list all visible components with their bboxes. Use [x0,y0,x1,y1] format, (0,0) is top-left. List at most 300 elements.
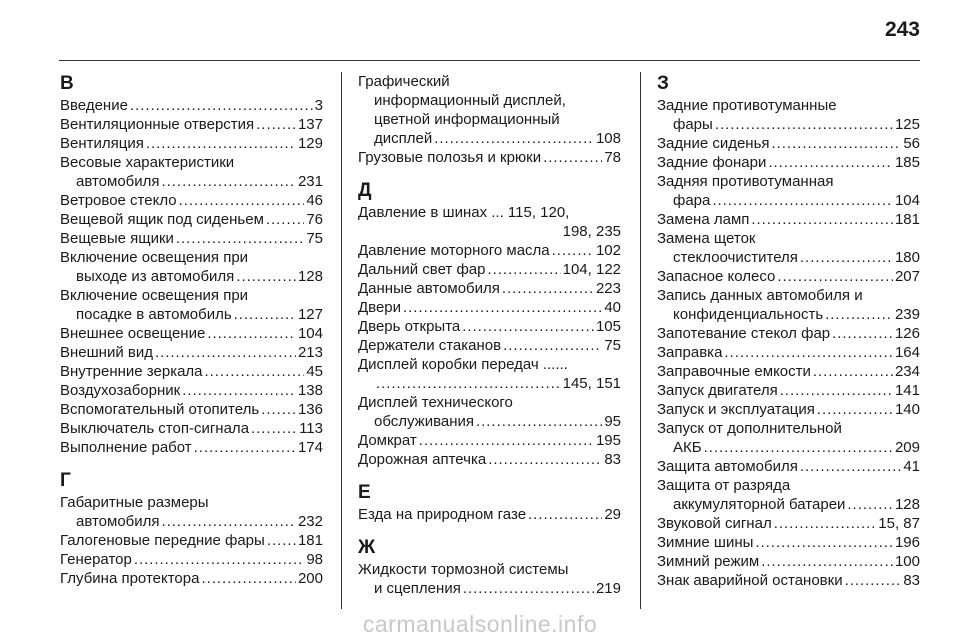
index-entry-line [60,419,323,438]
entry-term: Заправка [657,344,723,361]
index-entry-line [657,191,920,210]
index-entry-line [60,286,323,305]
entry-term: Жидкости тормозной системы [358,561,569,578]
entry-term: Давление в шинах ... 115, 120, [358,204,570,221]
index-entry [60,153,323,191]
index-entry-line [657,267,920,286]
dot-leader [528,505,602,524]
entry-pages[interactable]: 129 [297,135,323,152]
entry-term: Зимние шины [657,534,754,551]
entry-pages[interactable]: 41 [903,458,920,475]
entry-pages[interactable]: 128 [297,268,323,285]
index-entry [60,210,323,229]
entry-term: Ветровое стекло [60,192,177,209]
index-entry-line [657,381,920,400]
dot-leader [205,362,305,381]
index-entry [657,533,920,552]
entry-term: Замена ламп [657,211,750,228]
entry-term: Задние фонари [657,154,767,171]
index-entry [60,419,323,438]
dot-leader [201,569,296,588]
index-entry [60,96,323,115]
index-entry-line [657,514,920,533]
index-entry-line [657,552,920,571]
index-letter-heading: З [657,73,669,94]
index-entry-line [657,305,920,324]
entry-pages[interactable]: 219 [595,580,621,597]
dot-leader [755,533,893,552]
index-entry [60,248,323,286]
dot-leader [207,324,296,343]
entry-pages[interactable]: 83 [604,451,621,468]
entry-term: Зимний режим [657,553,760,570]
dot-leader [724,343,893,362]
index-entry-line [358,203,621,222]
entry-term: Двери [358,299,402,316]
entry-pages[interactable]: 75 [604,337,621,354]
entry-pages[interactable]: 102 [595,242,621,259]
entry-pages[interactable]: 126 [894,325,920,342]
entry-pages[interactable]: 195 [595,432,621,449]
index-entry [657,286,920,324]
dot-leader [832,324,893,343]
dot-leader [476,412,602,431]
entry-term: Внешнее освещение [60,325,206,342]
entry-term: Звуковой сигнал [657,515,772,532]
entry-pages[interactable]: 213 [297,344,323,361]
entry-pages[interactable]: 104 [894,192,920,209]
index-entry [657,571,920,590]
index-entry [657,172,920,210]
entry-term: Замена щеток [657,230,756,247]
dot-leader [162,172,296,191]
index-entry [657,457,920,476]
dot-leader [261,400,296,419]
index-entry-line [657,476,920,495]
entry-pages[interactable]: 40 [604,299,621,316]
index-entry-line [358,241,621,260]
dot-leader [772,134,902,153]
dot-leader [552,241,594,260]
index-entry [657,324,920,343]
entry-pages[interactable]: 164 [894,344,920,361]
entry-term: Воздухозаборник [60,382,181,399]
index-entry [60,531,323,550]
entry-term: Выполнение работ [60,439,192,456]
index-entry [60,286,323,324]
entry-term: информационный дисплей, [374,92,566,109]
entry-term: Защита от разряда [657,477,791,494]
entry-term: Запись данных автомобиля и [657,287,863,304]
dot-leader [502,279,594,298]
index-entry [657,381,920,400]
entry-term: Запотевание стекол фар [657,325,831,342]
index-entry [358,72,621,148]
header-rule [59,60,920,61]
entry-term: Домкрат [358,432,417,449]
entry-pages[interactable]: 29 [604,506,621,523]
entry-term: Запуск двигателя [657,382,778,399]
entry-term: Держатели стаканов [358,337,502,354]
dot-leader [462,317,594,336]
entry-pages[interactable]: 76 [306,211,323,228]
entry-pages[interactable]: 234 [894,363,920,380]
index-entry-line [60,191,323,210]
dot-leader [134,550,304,569]
index-entry [657,362,920,381]
dot-leader [800,248,893,267]
dot-leader [780,381,893,400]
index-entry [657,210,920,229]
entry-term: Внутренние зеркала [60,363,203,380]
entry-pages[interactable]: 231 [297,173,323,190]
dot-leader [267,531,296,550]
index-entry-line [60,569,323,588]
index-letter-heading: Е [358,482,371,503]
entry-term: стеклоочистителя [673,249,798,266]
index-entry [657,343,920,362]
index-entry [657,476,920,514]
entry-pages[interactable]: 78 [604,149,621,166]
dot-leader [845,571,902,590]
entry-term: Задние сиденья [657,135,770,152]
dot-leader [751,210,893,229]
index-entry [358,431,621,450]
index-entry-line [657,229,920,248]
index-column-2 [358,72,621,598]
entry-pages[interactable]: 105 [595,318,621,335]
index-entry [60,438,323,457]
index-entry-line [657,400,920,419]
entry-term: Давление моторного масла [358,242,550,259]
index-entry-line [60,531,323,550]
entry-term: Галогеновые передние фары [60,532,265,549]
entry-pages[interactable]: 140 [894,401,920,418]
entry-pages[interactable]: 200 [297,570,323,587]
index-entry-line [60,229,323,248]
entry-pages[interactable]: 3 [314,97,323,114]
entry-term: Заправочные емкости [657,363,811,380]
entry-term: Введение [60,97,128,114]
entry-term: Габаритные размеры [60,494,209,511]
index-entry [60,229,323,248]
entry-term: Данные автомобиля [358,280,500,297]
entry-term: Дорожная аптечка [358,451,487,468]
index-entry-line [358,279,621,298]
index-entry-line [60,153,323,172]
index-entry-line [358,560,621,579]
index-entry [657,229,920,267]
entry-pages[interactable]: 141 [894,382,920,399]
index-entry-line [657,210,920,229]
dot-leader [847,495,893,514]
index-entry [657,96,920,134]
entry-term: Включение освещения при [60,249,249,266]
entry-pages[interactable]: 138 [297,382,323,399]
index-entry-line [657,172,920,191]
dot-leader [236,267,296,286]
dot-leader [777,267,893,286]
entry-term: дисплей [374,130,433,147]
index-entry-line [358,393,621,412]
index-entry [657,400,920,419]
index-entry [657,153,920,172]
index-column-1 [60,72,323,588]
entry-pages[interactable]: 136 [297,401,323,418]
index-entry-line [60,172,323,191]
column-divider [640,72,641,609]
column-divider [341,72,342,609]
index-entry [657,134,920,153]
index-entry [358,317,621,336]
index-entry [358,450,621,469]
entry-term: Дисплей технического [358,394,513,411]
index-entry [358,241,621,260]
index-entry-line [60,96,323,115]
dot-leader [463,579,594,598]
index-entry-line [60,493,323,512]
entry-term: Вентиляционные отверстия [60,116,255,133]
entry-term: Дисплей коробки передач ...... [358,356,568,373]
dot-leader [403,298,602,317]
dot-leader [488,260,561,279]
entry-term: Вещевые ящики [60,230,174,247]
entry-term: автомобиля [76,513,160,530]
entry-term: Вспомогательный отопитель [60,401,260,418]
index-entry-line [60,343,323,362]
entry-term: Защита автомобиля [657,458,798,475]
index-letter-heading: Ж [358,537,376,558]
index-letter-heading: Г [60,470,71,491]
entry-term: фары [673,116,713,133]
index-entry-line [358,148,621,167]
index-entry-line [657,153,920,172]
entry-term: Включение освещения при [60,287,249,304]
index-entry [657,552,920,571]
index-entry-line [657,362,920,381]
index-entry-line [358,355,621,374]
index-entry-line [358,298,621,317]
index-entry-line [657,571,920,590]
index-column-3 [657,72,920,590]
dot-leader [543,148,602,167]
entry-pages[interactable]: 232 [297,513,323,530]
dot-leader [182,381,296,400]
entry-pages[interactable]: 207 [894,268,920,285]
entry-pages[interactable]: 196 [894,534,920,551]
dot-leader [376,374,561,393]
index-entry [60,569,323,588]
index-entry [358,260,621,279]
entry-pages[interactable]: 104, 122 [562,261,621,278]
dot-leader [256,115,296,134]
index-entry-line [657,438,920,457]
entry-term: Знак аварийной остановки [657,572,843,589]
index-entry [60,343,323,362]
entry-pages[interactable]: 137 [297,116,323,133]
dot-leader [176,229,304,248]
dot-leader [130,96,313,115]
index-entry-line [358,431,621,450]
index-entry-line [657,115,920,134]
entry-term: Задняя противотуманная [657,173,834,190]
entry-term: Выключатель стоп-сигнала [60,420,250,437]
entry-pages[interactable]: 180 [894,249,920,266]
index-entry-line [657,248,920,267]
index-entry-line [358,222,621,241]
index-entry-line [60,210,323,229]
entry-pages[interactable]: 125 [894,116,920,133]
dot-leader [768,153,893,172]
dot-leader [774,514,877,533]
entry-term: фара [673,192,711,209]
entry-pages[interactable]: 223 [595,280,621,297]
index-entry [358,393,621,431]
dot-leader [155,343,296,362]
dot-leader [234,305,296,324]
entry-pages[interactable]: 127 [297,306,323,323]
entry-term: конфиденциальность [673,306,824,323]
dot-leader [162,512,296,531]
index-entry-line [60,248,323,267]
page-number: 243 [884,18,920,41]
index-letter-heading: В [60,73,74,94]
entry-pages[interactable]: 174 [297,439,323,456]
index-entry [358,505,621,524]
entry-term: Запуск от дополнительной [657,420,842,437]
entry-pages[interactable]: 113 [299,420,323,437]
index-entry [657,419,920,457]
index-entry [358,336,621,355]
index-entry [60,191,323,210]
index-entry-line [657,324,920,343]
dot-leader [179,191,305,210]
entry-pages[interactable]: 100 [894,553,920,570]
entry-pages[interactable]: 108 [595,130,621,147]
dot-leader [800,457,901,476]
entry-pages[interactable]: 185 [894,154,920,171]
entry-term: Дальний свет фар [358,261,486,278]
entry-term: Вентиляция [60,135,144,152]
index-entry-line [60,381,323,400]
entry-pages[interactable]: 56 [903,135,920,152]
entry-term: АКБ [673,439,702,456]
entry-term: Глубина протектора [60,570,200,587]
index-entry-line [60,115,323,134]
index-entry-line [657,495,920,514]
index-entry [60,400,323,419]
entry-pages[interactable]: 75 [306,230,323,247]
index-entry [657,514,920,533]
entry-pages[interactable]: 145, 151 [562,375,621,392]
entry-term: Внешний вид [60,344,153,361]
entry-term: аккумуляторной батареи [673,496,846,513]
dot-leader [825,305,893,324]
dot-leader [419,431,594,450]
index-entry-line [60,550,323,569]
entry-term: Запуск и эксплуатация [657,401,815,418]
dot-leader [488,450,602,469]
index-entry-line [358,374,621,393]
dot-leader [715,115,893,134]
index-entry-line [358,129,621,148]
dot-leader [712,191,893,210]
index-entry [358,560,621,598]
entry-pages[interactable]: 128 [894,496,920,513]
entry-pages[interactable]: 181 [894,211,920,228]
index-entry-line [657,457,920,476]
index-entry [60,134,323,153]
dot-leader [704,438,893,457]
index-entry-line [358,72,621,91]
entry-pages[interactable]: 239 [894,306,920,323]
dot-leader [813,362,893,381]
dot-leader [817,400,893,419]
index-entry-line [60,305,323,324]
entry-pages[interactable]: 104 [297,325,323,342]
entry-pages[interactable]: 198, 235 [562,223,621,240]
index-entry-line [60,362,323,381]
dot-leader [266,210,304,229]
index-entry-line [657,286,920,305]
entry-term: выходе из автомобиля [76,268,235,285]
dot-leader [503,336,602,355]
index-entry [358,148,621,167]
index-entry [60,115,323,134]
index-entry-line [358,579,621,598]
entry-pages[interactable]: 209 [894,439,920,456]
entry-term: Дверь открыта [358,318,461,335]
index-entry-line [358,412,621,431]
index-letter-heading: Д [358,180,372,201]
entry-term: посадке в автомобиль [76,306,232,323]
index-entry-line [657,134,920,153]
index-entry-line [60,267,323,286]
entry-pages[interactable]: 98 [306,551,323,568]
watermark: carmanualsonline.info [362,611,598,637]
index-entry-line [60,324,323,343]
entry-pages[interactable]: 181 [297,532,323,549]
index-entry [60,550,323,569]
index-entry-line [358,505,621,524]
entry-term: Грузовые полозья и крюки [358,149,542,166]
index-entry [60,362,323,381]
entry-pages[interactable]: 45 [306,363,323,380]
entry-term: Запасное колесо [657,268,776,285]
dot-leader [146,134,296,153]
index-entry [358,298,621,317]
entry-pages[interactable]: 15, 87 [878,515,920,532]
entry-term: Езда на природном газе [358,506,527,523]
entry-pages[interactable]: 95 [604,413,621,430]
index-entry-line [358,317,621,336]
index-entry-line [60,400,323,419]
entry-pages[interactable]: 83 [903,572,920,589]
entry-term: Весовые характеристики [60,154,235,171]
index-entry-line [60,134,323,153]
index-entry-line [358,260,621,279]
entry-term: автомобиля [76,173,160,190]
index-entry-line [60,512,323,531]
index-entry-line [60,438,323,457]
index-entry-line [358,110,621,129]
index-entry-line [657,533,920,552]
entry-term: Генератор [60,551,132,568]
index-entry-line [358,91,621,110]
entry-pages[interactable]: 46 [306,192,323,209]
index-entry-line [358,336,621,355]
index-entry-line [657,419,920,438]
